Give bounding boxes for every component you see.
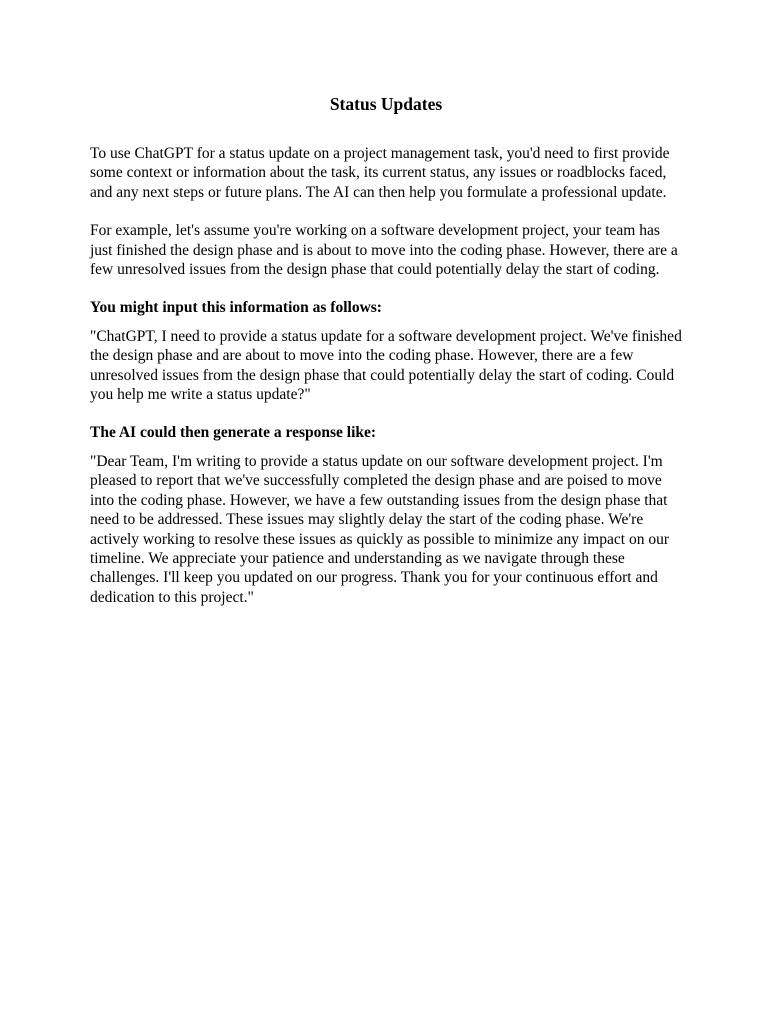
input-heading: You might input this information as follows: <box>90 299 382 317</box>
intro-paragraph: To use ChatGPT for a status update on a project management task, you'd need to first provide some context or information about the task, its current status, any issues or roadblocks faced, and any next steps or future plans. The AI can then help you formulate a professional update. <box>90 145 670 201</box>
page-title: Status Updates <box>329 94 443 114</box>
input-example-text: "ChatGPT, I need to provide a status update for a software development project. We've finished the design phase and are about to move into the coding phase. However, there are a few unresolved issues from the design phase that could potentially delay the start of coding. Could you help me write a status update?" <box>90 327 682 404</box>
response-heading: The AI could then generate a response like: <box>90 424 377 442</box>
response-example-text: "Dear Team, I'm writing to provide a status update on our software development project. I'm pleased to report that we've successfully completed the design phase and are poised to move into the coding phase. However, we have a few outstanding issues from the design phase that need to be addressed. These issues may slightly delay the start of the coding phase. We're actively working to resolve these issues as quickly as possible to minimize any impact on our timeline. We appreciate your patience and understanding as we navigate through these challenges. I'll keep you updated on our progress. Thank you for your continuous effort and dedication to this project." <box>90 452 669 606</box>
document-page <box>90 93 682 626</box>
example-paragraph: For example, let's assume you're working on a software development project, your team has just finished the design phase and is about to move into the coding phase. However, there are a few unresolved issues from the design phase that could potentially delay the start of coding. <box>90 222 678 279</box>
